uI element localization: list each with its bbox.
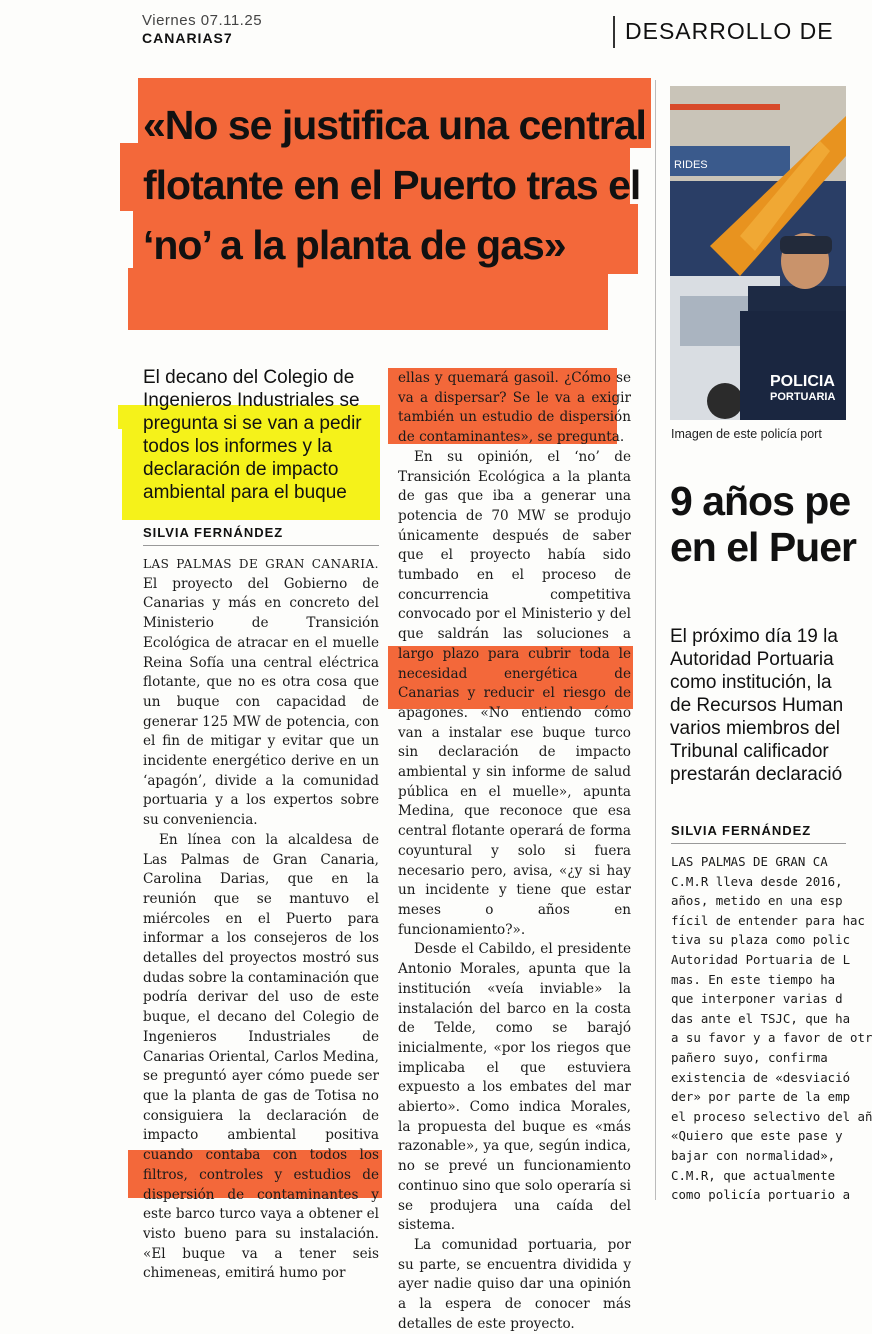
side-sub-line: El próximo día 19 la bbox=[670, 626, 838, 647]
photo-caption: Imagen de este policía port bbox=[671, 427, 822, 441]
side-body-line: a su favor y a favor de otr bbox=[671, 1030, 872, 1046]
photo-illustration bbox=[670, 86, 846, 420]
paragraph: La comunidad portuaria, por su parte, se encuentra dividida y ayer nadie quiso dar una opinión a la espera de conocer más detalles de este proyecto. bbox=[398, 1236, 631, 1332]
side-body-line: existencia de «desviació bbox=[671, 1069, 851, 1085]
side-sub-line: Tribunal calificador bbox=[670, 741, 829, 762]
side-sub-line: como institución, la bbox=[670, 672, 832, 693]
side-body-line: C.M.R lleva desde 2016, bbox=[671, 873, 843, 889]
side-sub-line: varios miembros del bbox=[670, 718, 840, 739]
article-headline: «No se justifica una central flotante en el Puerto tras el ‘no’ a la planta de gas» bbox=[143, 102, 646, 268]
side-body-line: Autoridad Portuaria de L bbox=[671, 951, 851, 967]
side-sub-line: prestarán declaració bbox=[670, 764, 843, 785]
side-body-line: der» por parte de la emp bbox=[671, 1089, 851, 1105]
side-body-line: bajar con normalidad», bbox=[671, 1147, 836, 1163]
dateline: LAS PALMAS DE GRAN CANARIA. bbox=[143, 557, 379, 571]
header-divider bbox=[613, 16, 615, 48]
article-column-2 bbox=[398, 369, 631, 1334]
photo-port-text: PORTUARIA bbox=[770, 391, 836, 403]
side-body-line: pañero suyo, confirma bbox=[671, 1049, 828, 1065]
article-subheadline: El decano del Colegio de Ingenieros Industriales se pregunta si se van a pedir todos los informes y la declaración de impacto ambiental para el buque bbox=[143, 367, 362, 503]
article-author: SILVIA FERNÁNDEZ bbox=[143, 525, 284, 540]
photo-police-text: POLICIA bbox=[770, 373, 835, 390]
section-title: DESARROLLO DE bbox=[625, 18, 834, 44]
paragraph-text: El proyecto del Gobierno de Canarias y más en concreto del Ministerio de Transición Ecológica de atracar en el muelle Reina Sofía una central eléctrica flotante, que no es otra cosa que un buque con capacidad de generar 125 MW de potencia, con el fin de mitigar y evitar que un incidente energético derive en un ‘apagón’, divide a la comunidad portuaria y a los expertos sobre su conveniencia. bbox=[143, 575, 379, 829]
side-body-line: que interponer varias d bbox=[671, 991, 843, 1007]
side-body-line: como policía portuario a bbox=[671, 1187, 851, 1203]
side-body-line: das ante el TSJC, que ha bbox=[671, 1010, 851, 1026]
side-body-line: tiva su plaza como polic bbox=[671, 932, 851, 948]
side-body-line: «Quiero que este pase y bbox=[671, 1128, 843, 1144]
side-sub-line: Autoridad Portuaria bbox=[670, 649, 834, 670]
paragraph: En línea con la alcaldesa de Las Palmas de Gran Canaria, Carolina Darias, que en la reunión que se mantuvo el miércoles en el Puerto para informar a los consejeros de los detalles del proyectos mostró sus dudas sobre la contaminación que podría derivar del uso de este buque, el decano del Colegio de Ingenieros Industriales de Canarias Oriental, Carlos Medina, se preguntó ayer cómo puede ser que la planta de gas de Totisa no consiguiera la declaración de impacto ambiental positiva cuando contaba con todos los filtros, controles y estudios de dispersión de contaminantes y este barco turco vaya a obtener el visto bueno para su instalación. «El buque va a tener seis chimeneas, emitirá humo por bbox=[143, 831, 379, 1282]
police-photo bbox=[670, 86, 846, 420]
paragraph: ellas y quemará gasoil. ¿Cómo se va a dispersar? Se le va a exigir también un estudio de dispersión de contaminantes», se pregunta. bbox=[398, 370, 631, 446]
paragraph bbox=[143, 555, 379, 831]
side-headline-line: en el Puer bbox=[670, 524, 856, 570]
headline-highlight bbox=[128, 268, 608, 330]
side-body-line: LAS PALMAS DE GRAN CA bbox=[671, 854, 828, 869]
side-body-line: mas. En este tiempo ha bbox=[671, 971, 836, 987]
paragraph: Desde el Cabildo, el presidente Antonio Morales, apunta que la institución «veía inviable» la instalación del barco en la costa de Telde, como se barajó inicialmente, «por los riegos que implicaba el que estuviera expuesto a los embates del mar abierto». Como indica Morales, la propuesta del buque es «más razonable», ya que, según indica, no se prevé un funcionamiento continuo sino que solo operaría si se produjera una caída del sistema. bbox=[398, 941, 631, 1234]
author-rule bbox=[143, 545, 379, 546]
side-body-line: años, metido en una esp bbox=[671, 893, 843, 909]
paragraph: En su opinión, el ‘no’ de Transición Ecológica a la planta de gas que iba a generar una potencia de 70 MW se produjo únicamente después de saber que el proyecto había sido tumbado en el proceso de concurrencia competitiva convocado por el Ministerio y del que saldrán las soluciones a largo plazo para cubrir toda le necesidad energética de Canarias y reducir el riesgo de apagones. «No entiendo cómo van a instalar ese buque turco sin declaración de impacto ambiental y sin informe de salud pública en el muelle», apunta Medina, que reconoce que esa central flotante operará de forma coyuntural y solo si fuera necesario pero, avisa, «¿y si hay un incidente y tiene que estar meses o años en funcionamiento?». bbox=[398, 448, 631, 938]
side-body-line: C.M.R, que actualmente bbox=[671, 1167, 836, 1183]
side-headline bbox=[670, 478, 856, 570]
side-headline-line: 9 años pe bbox=[670, 478, 851, 524]
article-column-1 bbox=[143, 555, 379, 1284]
newspaper-name: CANARIAS7 bbox=[142, 30, 233, 46]
issue-date: Viernes 07.11.25 bbox=[142, 12, 263, 29]
side-article-column bbox=[671, 852, 872, 1205]
side-subheadline bbox=[670, 625, 870, 786]
side-body-line: el proceso selectivo del añ bbox=[671, 1108, 872, 1124]
side-author: SILVIA FERNÁNDEZ bbox=[671, 823, 812, 838]
side-author-rule bbox=[671, 843, 846, 844]
side-body-line: fícil de entender para hac bbox=[671, 912, 865, 928]
column-separator bbox=[655, 80, 656, 1200]
photo-ship-text: RIDES bbox=[674, 159, 708, 171]
side-sub-line: de Recursos Human bbox=[670, 695, 844, 716]
